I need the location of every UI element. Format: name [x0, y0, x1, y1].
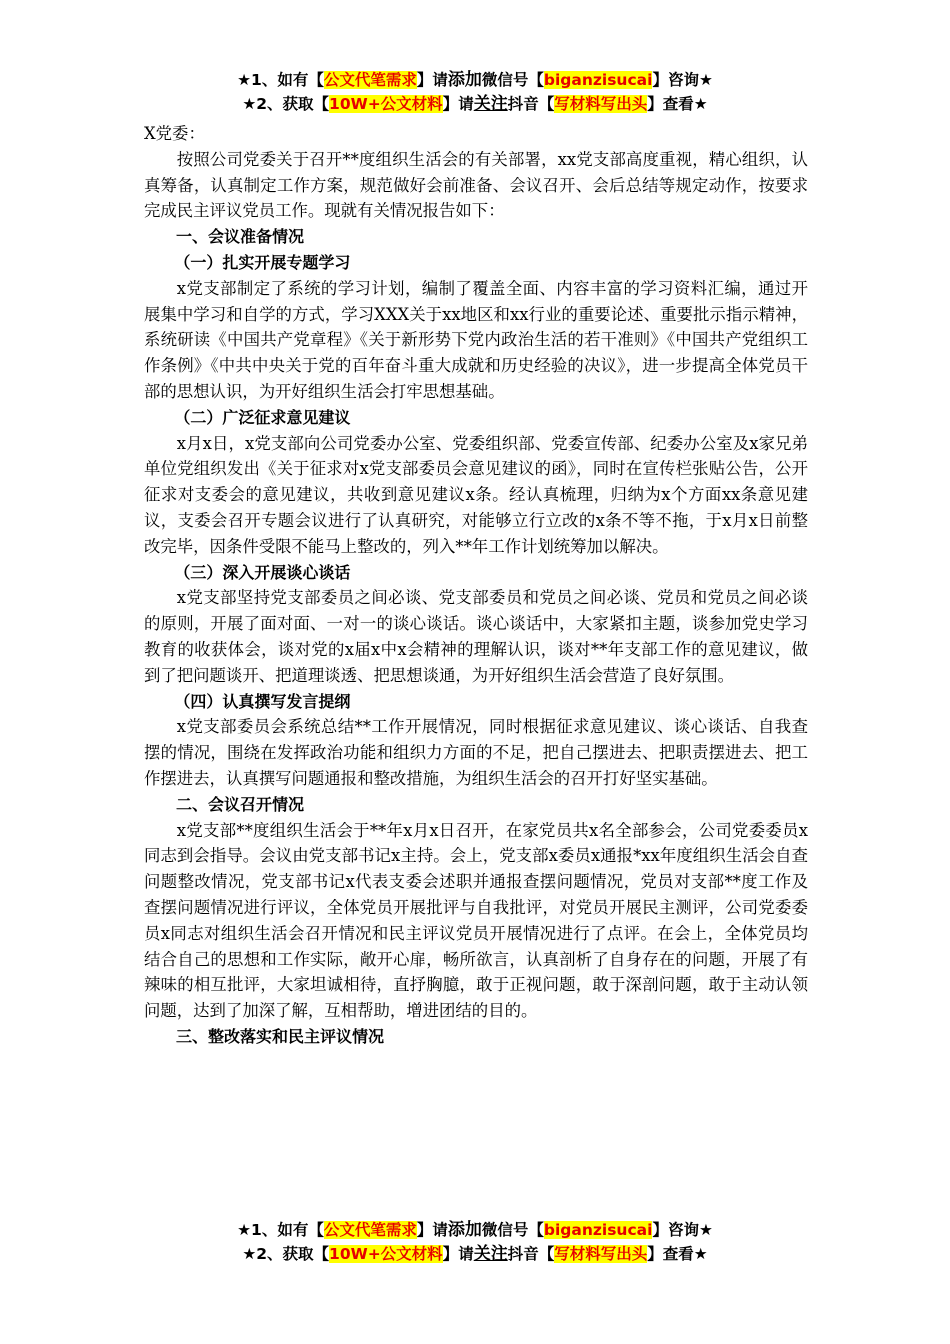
footer-banner	[0, 1218, 950, 1266]
section-heading: 一、会议准备情况	[176, 227, 305, 247]
subsection-heading: （二）广泛征求意见建议	[174, 407, 351, 427]
body-paragraph: x党支部委员会系统总结**工作开展情况，同时根据征求意见建议、谈心谈话、自我查摆的情况，围绕在发挥政治功能和组织力方面的不足，把自己摆进去、把职责摆进去、把工作摆进去，认真撰写问题通报和整改措施，为组织生活会的召开打好坚实基础。	[144, 717, 808, 788]
subsection-heading: （四）认真撰写发言提纲	[174, 691, 351, 711]
subsection-heading: （一）扎实开展专题学习	[174, 252, 351, 272]
banner-line-1: ★1、如有【公文代笔需求】请添加微信号【biganzisucai】咨询★	[237, 70, 713, 90]
document-body	[144, 121, 808, 1050]
salutation: X党委：	[144, 124, 205, 143]
subsection-heading: （三）深入开展谈心谈话	[174, 562, 351, 582]
wechat-id-highlight: biganzisucai	[543, 1221, 653, 1239]
body-paragraph: x月x日，x党支部向公司党委办公室、党委组织部、党委宣传部、纪委办公室及x家兄弟单位党组织发出《关于征求对x党支部委员会意见建议的函》，同时在宣传栏张贴公告，公开征求对支委会的意见建议，共收到意见建议x条。经认真梳理，归纳为x个方面xx条意见建议，支委会召开专题会议进行了认真研究，对能够立行立改的x条不等不拖，于x月x日前整改完毕，因条件受限不能马上整改的，列入**年工作计划统筹加以解决。	[144, 433, 808, 556]
douyin-id-highlight: 写材料写出头	[554, 1245, 648, 1263]
banner-highlight: 公文代笔需求	[323, 1221, 417, 1239]
body-paragraph: x党支部**度组织生活会于**年x月x日召开，在家党员共x名全部参会，公司党委委员x同志到会指导。会议由党支部书记x主持。会上，党支部x委员x通报*xx年度组织生活会自查问题整改情况，党支部书记x代表支委会述职并通报查摆问题情况，党员对支部**度工作及查摆问题情况进行评议，全体党员开展批评与自我批评，对党员开展民主测评，公司党委委员x同志对组织生活会召开情况和民主评议党员开展情况进行了点评。在会上，全体党员均结合自己的思想和工作实际，敞开心扉，畅所欲言，认真剖析了自身存在的问题，开展了有辣味的相互批评，大家坦诚相待，直抒胸臆，敢于正视问题，敢于深剖问题，敢于主动认领问题，达到了加深了解，互相帮助，增进团结的目的。	[144, 820, 808, 1021]
banner-highlight: 10W+公文材料	[329, 1245, 443, 1263]
douyin-id-highlight: 写材料写出头	[554, 95, 648, 113]
banner-line-1: ★1、如有【公文代笔需求】请添加微信号【biganzisucai】咨询★	[237, 1220, 713, 1240]
body-paragraph: x党支部坚持党支部委员之间必谈、党支部委员和党员之间必谈、党员和党员之间必谈的原则，开展了面对面、一对一的谈心谈话。谈心谈话中，大家紧扣主题，谈参加党史学习教育的收获体会，谈对党的x届x中x会精神的理解认识，谈对**年支部工作的意见建议，做到了把问题谈开、把道理谈透、把思想谈通，为开好组织生活会营造了良好氛围。	[144, 588, 808, 685]
banner-line-2: ★2、获取【10W+公文材料】请关注抖音【写材料写出头】查看★	[242, 1244, 708, 1264]
section-heading: 三、整改落实和民主评议情况	[176, 1026, 385, 1046]
banner-highlight: 10W+公文材料	[329, 95, 443, 113]
banner-line-2: ★2、获取【10W+公文材料】请关注抖音【写材料写出头】查看★	[242, 94, 708, 114]
header-banner	[0, 68, 950, 116]
section-heading: 二、会议召开情况	[176, 794, 305, 814]
banner-highlight: 公文代笔需求	[323, 71, 417, 89]
body-paragraph: x党支部制定了系统的学习计划，编制了覆盖全面、内容丰富的学习资料汇编，通过开展集中学习和自学的方式，学习XXX关于xx地区和xx行业的重要论述、重要批示指示精神，系统研读《中国共产党章程》《关于新形势下党内政治生活的若干准则》《中国共产党组织工作条例》《中共中央关于党的百年奋斗重大成就和历史经验的决议》，进一步提高全体党员干部的思想认识，为开好组织生活会打牢思想基础。	[144, 278, 808, 401]
wechat-id-highlight: biganzisucai	[543, 71, 653, 89]
intro-paragraph: 按照公司党委关于召开**度组织生活会的有关部署，xx党支部高度重视，精心组织，认真筹备，认真制定工作方案，规范做好会前准备、会议召开、会后总结等规定动作，按要求完成民主评议党员工作。现就有关情况报告如下：	[144, 149, 808, 221]
